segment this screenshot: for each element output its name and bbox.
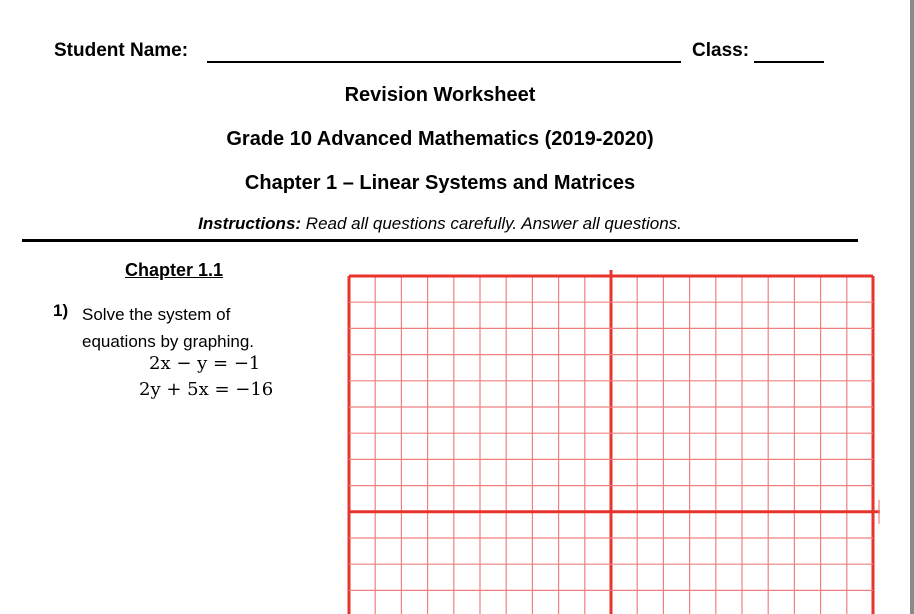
class-label: Class: <box>692 40 750 61</box>
class-blank[interactable] <box>754 61 824 63</box>
instructions <box>0 214 880 234</box>
divider-rule <box>22 239 858 242</box>
chapter-title: Chapter 1 – Linear Systems and Matrices <box>244 172 636 194</box>
section-heading: Chapter 1.1 <box>125 260 224 280</box>
student-name-blank[interactable] <box>207 61 681 63</box>
worksheet-title: Revision Worksheet <box>344 84 536 106</box>
question-text: Solve the system of equations by graphing. <box>82 305 255 351</box>
grid-lines <box>349 270 880 614</box>
instructions-text: Read all questions carefully. Answer all questions. <box>301 214 682 233</box>
equation-2: 2y + 5x = −16 <box>139 379 274 400</box>
page-edge <box>910 0 914 614</box>
course-title: Grade 10 Advanced Mathematics (2019-2020) <box>226 128 654 150</box>
instructions-label: Instructions: <box>198 214 302 233</box>
equation-1: 2x − y = −1 <box>149 353 261 374</box>
graph-paper[interactable] <box>344 270 880 614</box>
student-name-label: Student Name: <box>54 40 189 61</box>
question-number: 1) <box>53 301 69 320</box>
